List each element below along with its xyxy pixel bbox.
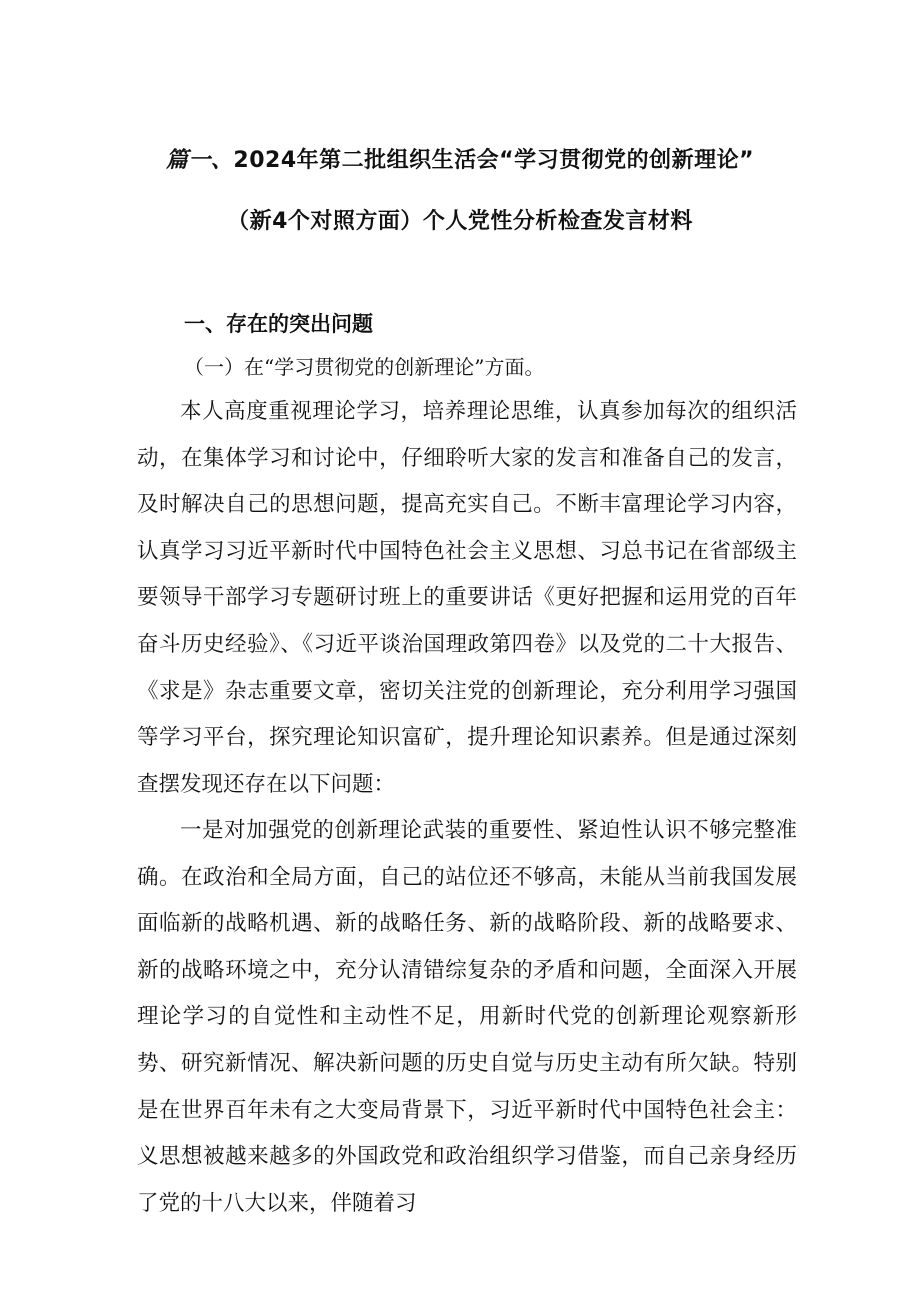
title-main: 2024年第二批组织生活会“学习贯彻党的创新理论” — [233, 148, 755, 173]
section-heading: 一、存在的突出问题 — [184, 312, 373, 336]
body-paragraph-1: 本人高度重视理论学习，培养理论思维，认真参加每次的组织活动，在集体学习和讨论中，仔细聆听大家的发言和准备自己的发言，及时解决自己的思想问题，提高充实自己。不断丰富理论学习内容，认真学习习近平新时代中国特色社会主义思想、习总书记在省部级主要领导干部学习专题研讨班上的重要讲话《更好把握和运用党的百年奋斗历史经验》、《习近平谈治国理政第四卷》以及党的二十大报告、《求是》杂志重要文章，密切关注党的创新理论，充分利用学习强国等学习平台，探究理论知识富矿，提升理论知识素养。但是通过深刻查摆发现还存在以下问题： — [137, 399, 797, 797]
subsection-heading: （一）在“学习贯彻党的创新理论”方面。 — [184, 355, 545, 379]
document-title-line-2: （新4个对照方面）个人党性分析检查发言材料 — [227, 209, 693, 234]
body-paragraph-2: 一是对加强党的创新理论武装的重要性、紧迫性认识不够完整准确。在政治和全局方面，自己的站位还不够高，未能从当前我国发展面临新的战略机遇、新的战略任务、新的战略阶段、新的战略要求、新的战略环境之中，充分认清错综复杂的矛盾和问题，全面深入开展理论学习的自觉性和主动性不足，用新时代党的创新理论观察新形势、研究新情况、解决新问题的历史自觉与历史主动有所欠缺。特别是在世界百年未有之大变局背景下，习近平新时代中国特色社会主：义思想被越来越多的外国政党和政治组织学习借鉴，而自己亲身经历了党的十八大以来，伴随着习 — [137, 818, 797, 1216]
document-title-line-1 — [120, 146, 800, 176]
title-prefix: 篇一、 — [165, 148, 234, 173]
